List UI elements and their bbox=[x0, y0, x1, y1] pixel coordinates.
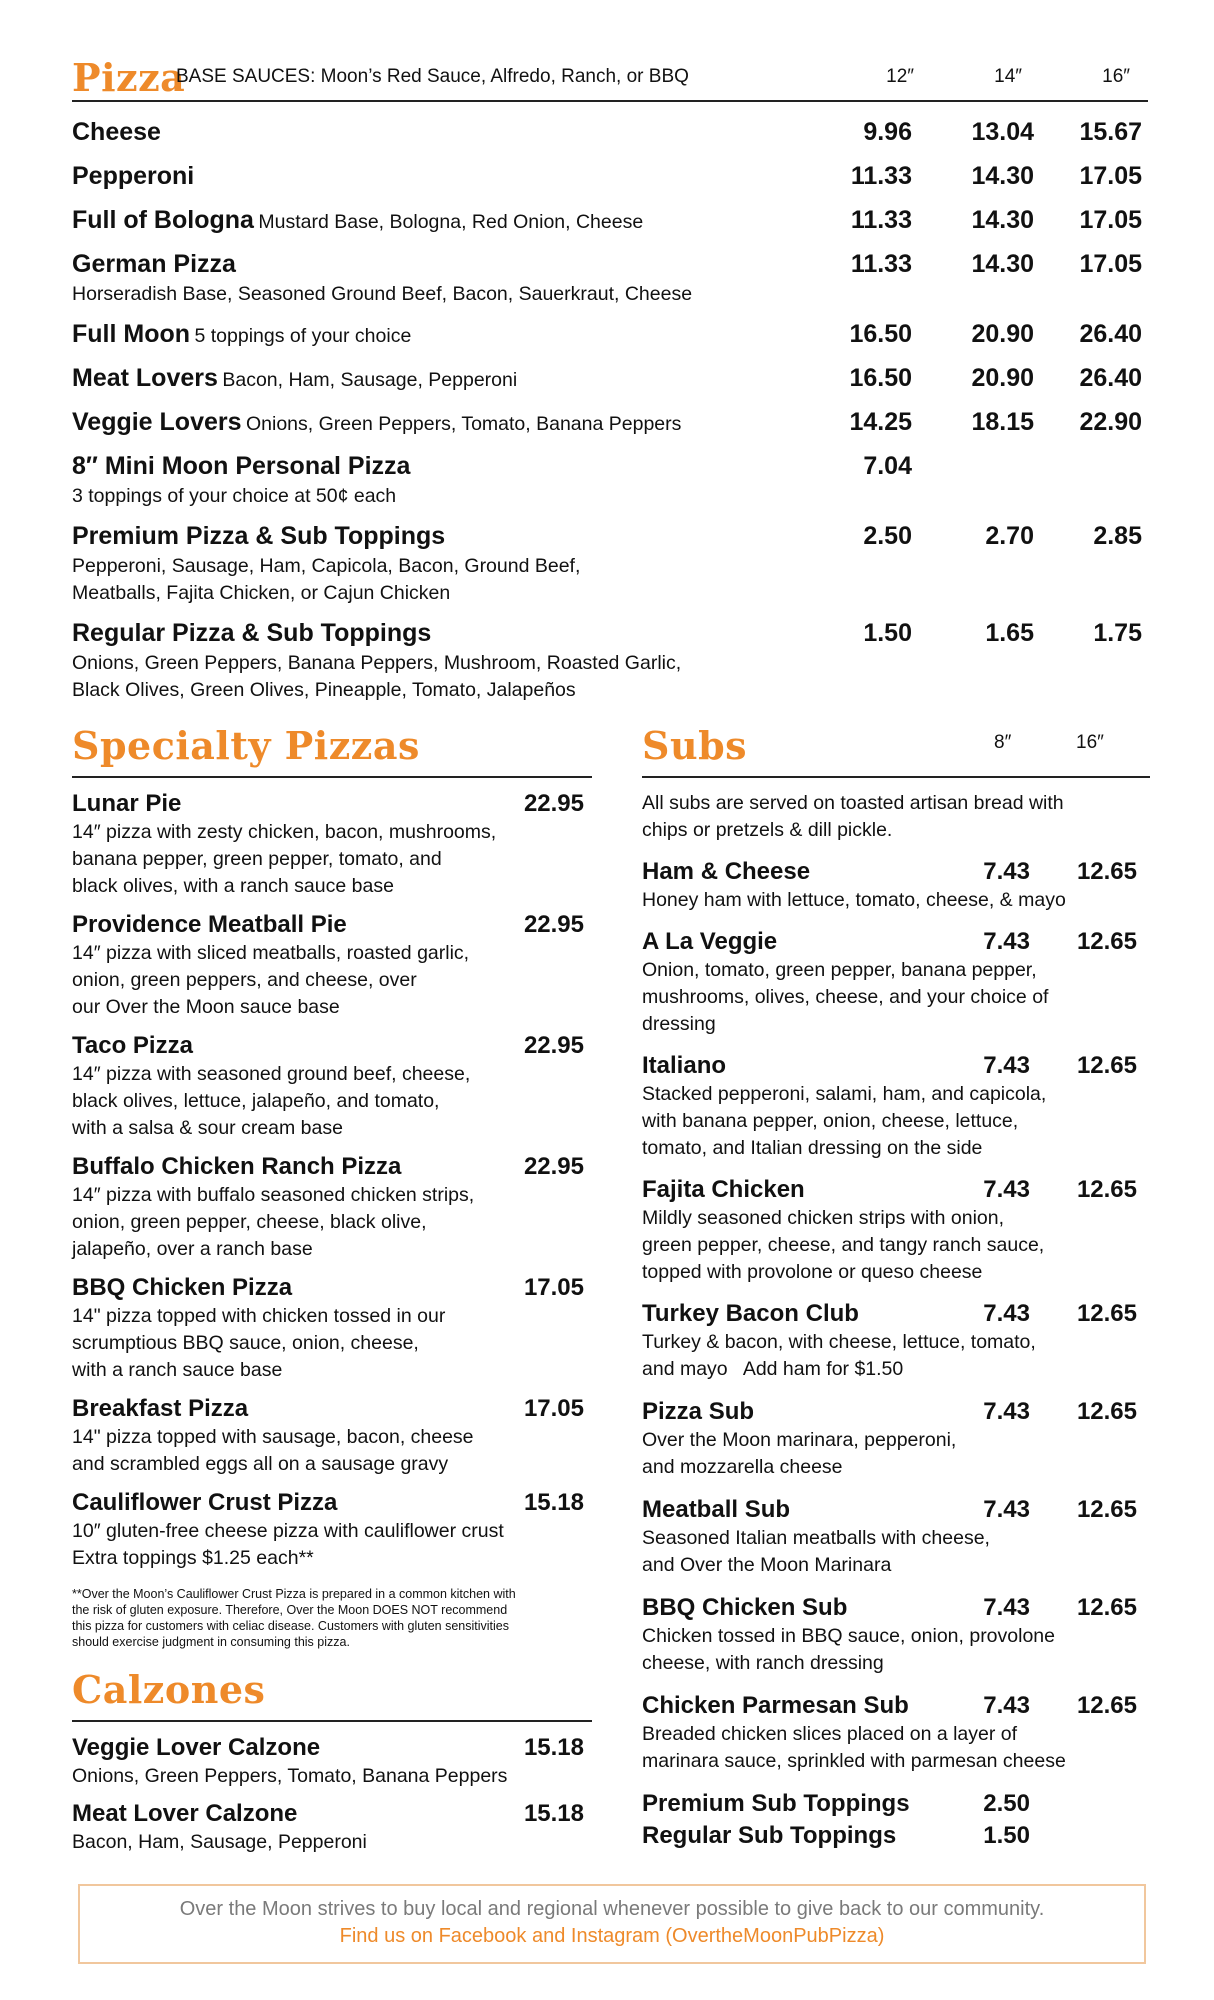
specialty-header bbox=[72, 723, 592, 778]
price-12: 16.50 bbox=[849, 320, 912, 348]
item-name: Cauliflower Crust Pizza bbox=[72, 1489, 338, 1516]
price-14: 1.65 bbox=[985, 619, 1034, 647]
item-name: Providence Meatball Pie bbox=[72, 911, 347, 938]
price-16: 2.85 bbox=[1093, 522, 1142, 550]
price-16: 22.90 bbox=[1079, 408, 1142, 436]
calzones-section bbox=[72, 1667, 592, 1853]
sub-item bbox=[642, 1300, 1150, 1383]
desc-line: cheese, with ranch dressing bbox=[642, 1652, 884, 1674]
price-8: 7.43 bbox=[983, 1398, 1030, 1425]
sub-item bbox=[642, 1052, 1150, 1162]
specialty-title: Specialty Pizzas bbox=[72, 723, 420, 768]
item-desc: Bacon, Ham, Sausage, Pepperoni bbox=[72, 1831, 367, 1853]
item-name: Fajita Chicken bbox=[642, 1176, 805, 1203]
desc-line: and mozzarella cheese bbox=[642, 1456, 843, 1478]
item-price: 17.05 bbox=[523, 1274, 584, 1301]
desc-line: with banana pepper, onion, cheese, lettuce, bbox=[642, 1110, 1019, 1132]
pizza-inline-desc: Onions, Green Peppers, Tomato, Banana Peppers bbox=[245, 413, 682, 435]
item-desc bbox=[72, 1303, 592, 1384]
footer-social-link[interactable]: Find us on Facebook and Instagram (OvertheMoonPubPizza) bbox=[339, 1925, 885, 1947]
topping-price: 2.50 bbox=[983, 1790, 1030, 1817]
note-line: should exercise judgment in consuming this pizza. bbox=[72, 1635, 350, 1649]
pizza-inline-desc: Mustard Base, Bologna, Red Onion, Cheese bbox=[258, 211, 644, 233]
pizza-name: Cheese bbox=[72, 118, 161, 146]
pizza-desc: Onions, Green Peppers, Banana Peppers, Mushroom, Roasted Garlic, bbox=[72, 652, 682, 674]
price-16: 12.65 bbox=[1076, 928, 1137, 955]
desc-line: Extra toppings $1.25 each** bbox=[72, 1547, 314, 1569]
price-8: 7.43 bbox=[983, 1594, 1030, 1621]
desc-line: onion, green pepper, cheese, black olive, bbox=[72, 1211, 427, 1233]
topping-price: 1.50 bbox=[983, 1822, 1030, 1849]
item-desc bbox=[72, 1182, 592, 1263]
pizza-item bbox=[72, 320, 1148, 349]
desc-line: jalapeño, over a ranch base bbox=[72, 1238, 313, 1260]
sub-item bbox=[642, 1398, 1150, 1481]
item-price: 22.95 bbox=[523, 1153, 584, 1180]
item-desc bbox=[72, 1424, 592, 1478]
size-14: 14″ bbox=[994, 66, 1022, 87]
price-16: 17.05 bbox=[1079, 162, 1142, 190]
price-12: 9.96 bbox=[863, 118, 912, 146]
item-desc bbox=[642, 1721, 1150, 1775]
desc-line: with a salsa & sour cream base bbox=[72, 1117, 343, 1139]
desc-line: Seasoned Italian meatballs with cheese, bbox=[642, 1527, 990, 1549]
item-desc bbox=[642, 1329, 1150, 1383]
pizza-desc: Black Olives, Green Olives, Pineapple, Tomato, Jalapeños bbox=[72, 679, 576, 701]
price-8: 7.43 bbox=[983, 1176, 1030, 1203]
sub-topping bbox=[642, 1790, 1150, 1818]
sub-item bbox=[642, 1496, 1150, 1579]
specialty-item bbox=[72, 1032, 592, 1142]
price-14: 13.04 bbox=[971, 118, 1034, 146]
desc-line: and Over the Moon Marinara bbox=[642, 1554, 892, 1576]
price-8: 7.43 bbox=[983, 1300, 1030, 1327]
desc-line: marinara sauce, sprinkled with parmesan cheese bbox=[642, 1750, 1066, 1772]
desc-line: Onion, tomato, green pepper, banana pepper, bbox=[642, 959, 1037, 981]
footer-box bbox=[78, 1884, 1146, 1964]
calzone-item bbox=[72, 1800, 592, 1856]
item-price: 17.05 bbox=[523, 1395, 584, 1422]
pizza-section bbox=[72, 55, 1148, 701]
item-price: 15.18 bbox=[523, 1489, 584, 1516]
price-8: 7.43 bbox=[983, 1052, 1030, 1079]
pizza-item bbox=[72, 162, 1148, 191]
item-name: Buffalo Chicken Ranch Pizza bbox=[72, 1153, 402, 1180]
sub-item bbox=[642, 928, 1150, 1038]
pizza-name: Full of Bologna bbox=[72, 206, 254, 234]
item-desc bbox=[72, 940, 592, 1021]
item-desc bbox=[642, 1427, 1150, 1481]
price-16: 17.05 bbox=[1079, 206, 1142, 234]
item-price: 15.18 bbox=[523, 1734, 584, 1761]
desc-line: and mayo Add ham for $1.50 bbox=[642, 1358, 904, 1380]
size-16: 16″ bbox=[1076, 732, 1104, 753]
price-14: 18.15 bbox=[971, 408, 1034, 436]
pizza-item bbox=[72, 206, 1148, 235]
pizza-item bbox=[72, 364, 1148, 393]
pizza-name: Premium Pizza & Sub Toppings bbox=[72, 522, 446, 550]
item-name: Taco Pizza bbox=[72, 1032, 193, 1059]
price-14: 14.30 bbox=[971, 250, 1034, 278]
price-8: 7.43 bbox=[983, 858, 1030, 885]
price-16: 26.40 bbox=[1079, 320, 1142, 348]
pizza-desc: Meatballs, Fajita Chicken, or Cajun Chicken bbox=[72, 582, 451, 604]
specialty-item bbox=[72, 1153, 592, 1263]
pizza-name: German Pizza bbox=[72, 250, 236, 278]
item-name: Meatball Sub bbox=[642, 1496, 791, 1523]
desc-line: Over the Moon marinara, pepperoni, bbox=[642, 1429, 957, 1451]
price-12: 11.33 bbox=[850, 206, 912, 234]
specialty-item bbox=[72, 790, 592, 900]
item-price: 22.95 bbox=[523, 790, 584, 817]
price-12: 1.50 bbox=[863, 619, 912, 647]
specialty-item bbox=[72, 1395, 592, 1478]
item-name: Breakfast Pizza bbox=[72, 1395, 249, 1422]
item-name: Ham & Cheese bbox=[642, 858, 811, 885]
pizza-item bbox=[72, 619, 1148, 704]
desc-line: green pepper, cheese, and tangy ranch sauce, bbox=[642, 1234, 1045, 1256]
item-desc bbox=[72, 1518, 592, 1572]
item-name: A La Veggie bbox=[642, 928, 778, 955]
item-name: Turkey Bacon Club bbox=[642, 1300, 859, 1327]
item-desc bbox=[642, 1525, 1150, 1579]
price-12: 16.50 bbox=[849, 364, 912, 392]
item-name: Lunar Pie bbox=[72, 790, 182, 817]
desc-line: 10″ gluten-free cheese pizza with cauliflower crust bbox=[72, 1520, 504, 1542]
desc-line: with a ranch sauce base bbox=[72, 1359, 283, 1381]
desc-line: mushrooms, olives, cheese, and your choice of bbox=[642, 986, 1049, 1008]
item-name: Chicken Parmesan Sub bbox=[642, 1692, 909, 1719]
sub-item bbox=[642, 1692, 1150, 1775]
price-8: 7.43 bbox=[983, 1692, 1030, 1719]
price-8: 7.04 bbox=[863, 452, 912, 480]
price-14: 20.90 bbox=[971, 364, 1034, 392]
specialty-item bbox=[72, 911, 592, 1021]
intro-line: All subs are served on toasted artisan bread with bbox=[642, 792, 1064, 814]
pizza-desc: 3 toppings of your choice at 50¢ each bbox=[72, 485, 397, 507]
size-16: 16″ bbox=[1102, 66, 1130, 87]
subs-intro bbox=[642, 790, 1150, 844]
pizza-inline-desc: 5 toppings of your choice bbox=[194, 325, 412, 347]
subs-header bbox=[642, 723, 1150, 778]
price-16: 1.75 bbox=[1093, 619, 1142, 647]
calzones-header bbox=[72, 1667, 592, 1722]
pizza-item bbox=[72, 408, 1148, 437]
price-14: 2.70 bbox=[985, 522, 1034, 550]
price-8: 7.43 bbox=[983, 928, 1030, 955]
desc-line: Stacked pepperoni, salami, ham, and capicola, bbox=[642, 1083, 1047, 1105]
pizza-item bbox=[72, 522, 1148, 607]
pizza-name: Veggie Lovers bbox=[72, 408, 242, 436]
price-14: 14.30 bbox=[971, 162, 1034, 190]
item-desc bbox=[642, 1081, 1150, 1162]
item-desc bbox=[642, 1623, 1150, 1677]
gluten-note bbox=[72, 1586, 592, 1650]
desc-line: black olives, with a ranch sauce base bbox=[72, 875, 394, 897]
price-16: 12.65 bbox=[1076, 1594, 1137, 1621]
item-desc bbox=[72, 1061, 592, 1142]
sub-topping bbox=[642, 1822, 1150, 1850]
desc-line: tomato, and Italian dressing on the side bbox=[642, 1137, 983, 1159]
desc-line: 14" pizza topped with sausage, bacon, cheese bbox=[72, 1426, 474, 1448]
desc-line: topped with provolone or queso cheese bbox=[642, 1261, 983, 1283]
desc-line: 14″ pizza with sliced meatballs, roasted garlic, bbox=[72, 942, 470, 964]
item-name: Meat Lover Calzone bbox=[72, 1800, 298, 1827]
price-16: 12.65 bbox=[1076, 1398, 1137, 1425]
desc-line: Turkey & bacon, with cheese, lettuce, tomato, bbox=[642, 1331, 1036, 1353]
price-12: 11.33 bbox=[850, 162, 912, 190]
price-12: 11.33 bbox=[850, 250, 912, 278]
specialty-item bbox=[72, 1489, 592, 1572]
price-12: 14.25 bbox=[849, 408, 912, 436]
item-name: Italiano bbox=[642, 1052, 727, 1079]
pizza-name: Pepperoni bbox=[72, 162, 195, 190]
intro-line: chips or pretzels & dill pickle. bbox=[642, 819, 893, 841]
calzone-item bbox=[72, 1734, 592, 1790]
item-name: Veggie Lover Calzone bbox=[72, 1734, 321, 1761]
item-desc bbox=[642, 1205, 1150, 1286]
desc-line: banana pepper, green pepper, tomato, and bbox=[72, 848, 442, 870]
subs-section bbox=[642, 723, 1150, 1849]
sub-item bbox=[642, 858, 1150, 914]
price-12: 2.50 bbox=[863, 522, 912, 550]
subs-title: Subs bbox=[642, 723, 748, 768]
price-14: 20.90 bbox=[971, 320, 1034, 348]
desc-line: 14" pizza topped with chicken tossed in our bbox=[72, 1305, 446, 1327]
price-16: 12.65 bbox=[1076, 1176, 1137, 1203]
desc-line: Mildly seasoned chicken strips with onion, bbox=[642, 1207, 1005, 1229]
price-16: 12.65 bbox=[1076, 1052, 1137, 1079]
item-desc: Honey ham with lettuce, tomato, cheese, & mayo bbox=[642, 889, 1066, 911]
item-desc bbox=[642, 957, 1150, 1038]
item-price: 15.18 bbox=[523, 1800, 584, 1827]
item-price: 22.95 bbox=[523, 1032, 584, 1059]
desc-line: 14″ pizza with seasoned ground beef, cheese, bbox=[72, 1063, 471, 1085]
desc-line: 14″ pizza with zesty chicken, bacon, mushrooms, bbox=[72, 821, 497, 843]
calzones-title: Calzones bbox=[72, 1667, 266, 1712]
item-price: 22.95 bbox=[523, 911, 584, 938]
pizza-desc: Pepperoni, Sausage, Ham, Capicola, Bacon, Ground Beef, bbox=[72, 555, 581, 577]
pizza-name: Meat Lovers bbox=[72, 364, 218, 392]
desc-line: our Over the Moon sauce base bbox=[72, 996, 340, 1018]
item-desc bbox=[72, 819, 592, 900]
item-name: Pizza Sub bbox=[642, 1398, 755, 1425]
pizza-name: Regular Pizza & Sub Toppings bbox=[72, 619, 432, 647]
pizza-inline-desc: Bacon, Ham, Sausage, Pepperoni bbox=[222, 369, 518, 391]
item-name: Premium Sub Toppings bbox=[642, 1790, 910, 1817]
pizza-item bbox=[72, 250, 1148, 308]
base-sauces: BASE SAUCES: Moon’s Red Sauce, Alfredo, Ranch, or BBQ bbox=[176, 66, 689, 87]
specialty-item bbox=[72, 1274, 592, 1384]
price-16: 26.40 bbox=[1079, 364, 1142, 392]
size-12: 12″ bbox=[886, 66, 914, 87]
pizza-item bbox=[72, 452, 1148, 510]
price-16: 12.65 bbox=[1076, 1300, 1137, 1327]
price-16: 17.05 bbox=[1079, 250, 1142, 278]
item-desc: Onions, Green Peppers, Tomato, Banana Peppers bbox=[72, 1765, 508, 1787]
pizza-desc: Horseradish Base, Seasoned Ground Beef, Bacon, Sauerkraut, Cheese bbox=[72, 283, 693, 305]
price-16: 15.67 bbox=[1079, 118, 1142, 146]
specialty-section bbox=[72, 723, 592, 1649]
sub-item bbox=[642, 1594, 1150, 1677]
pizza-item bbox=[72, 118, 1148, 147]
size-8: 8″ bbox=[994, 732, 1012, 753]
note-line: the risk of gluten exposure. Therefore, Over the Moon DOES NOT recommend bbox=[72, 1603, 508, 1617]
sub-item bbox=[642, 1176, 1150, 1286]
price-16: 12.65 bbox=[1076, 1692, 1137, 1719]
item-name: Regular Sub Toppings bbox=[642, 1822, 897, 1849]
pizza-name: Full Moon bbox=[72, 320, 191, 348]
desc-line: Chicken tossed in BBQ sauce, onion, provolone bbox=[642, 1625, 1055, 1647]
desc-line: onion, green peppers, and cheese, over bbox=[72, 969, 417, 991]
pizza-title: Pizza bbox=[72, 55, 186, 100]
price-16: 12.65 bbox=[1076, 1496, 1137, 1523]
desc-line: Breaded chicken slices placed on a layer of bbox=[642, 1723, 1018, 1745]
desc-line: black olives, lettuce, jalapeño, and tomato, bbox=[72, 1090, 440, 1112]
pizza-header bbox=[72, 56, 1148, 102]
note-line: this pizza for customers with celiac disease. Customers with gluten sensitivities bbox=[72, 1619, 509, 1633]
desc-line: dressing bbox=[642, 1013, 716, 1035]
note-line: **Over the Moon’s Cauliflower Crust Pizza is prepared in a common kitchen with bbox=[72, 1587, 516, 1601]
price-8: 7.43 bbox=[983, 1496, 1030, 1523]
pizza-name: 8″ Mini Moon Personal Pizza bbox=[72, 452, 411, 480]
desc-line: scrumptious BBQ sauce, onion, cheese, bbox=[72, 1332, 419, 1354]
item-name: BBQ Chicken Pizza bbox=[72, 1274, 293, 1301]
price-16: 12.65 bbox=[1076, 858, 1137, 885]
desc-line: and scrambled eggs all on a sausage gravy bbox=[72, 1453, 449, 1475]
price-14: 14.30 bbox=[971, 206, 1034, 234]
item-name: BBQ Chicken Sub bbox=[642, 1594, 848, 1621]
desc-line: 14″ pizza with buffalo seasoned chicken strips, bbox=[72, 1184, 475, 1206]
footer-community-text: Over the Moon strives to buy local and regional whenever possible to give back to our community. bbox=[179, 1898, 1045, 1920]
